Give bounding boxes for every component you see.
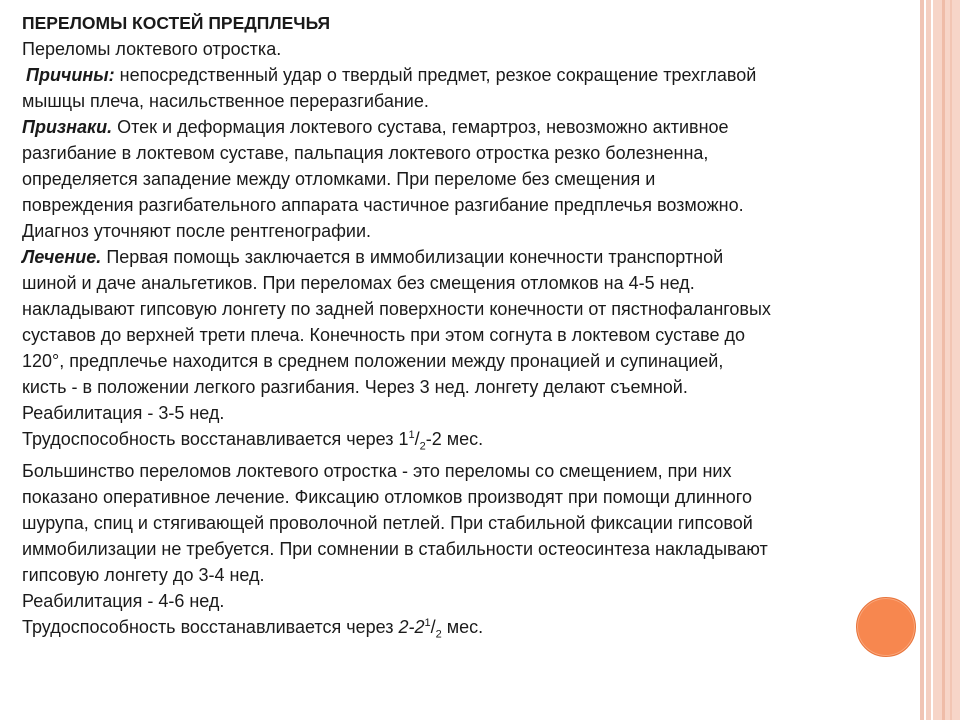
- treatment-section: [22, 244, 922, 452]
- signs-text: Отек и деформация локтевого сустава, гемартроз, невозможно активное: [112, 117, 729, 137]
- border-stripe: [942, 0, 945, 720]
- treatment-text: накладывают гипсовую лонгету по задней поверхности конечности от пястнофаланговых: [22, 299, 771, 319]
- causes-section: [22, 62, 922, 114]
- treatment-text: Первая помощь заключается в иммобилизации конечности транспортной: [101, 247, 724, 267]
- displaced-work-capacity: Трудоспособность восстанавливается через $2-2^1/_2$ мес.: [22, 617, 484, 641]
- signs-section: [22, 114, 922, 244]
- border-stripe: [926, 0, 931, 720]
- signs-label: Признаки.: [22, 117, 113, 137]
- displaced-text: Большинство переломов локтевого отростка - это переломы со смещением, при них: [22, 461, 732, 481]
- right-decorative-border: [920, 0, 960, 720]
- treatment-text: кисть - в положении легкого разгибания. Через 3 нед. лонгету делают съемной.: [22, 377, 688, 397]
- slide-title: ПЕРЕЛОМЫ КОСТЕЙ ПРЕДПЛЕЧЬЯ: [22, 13, 331, 33]
- treatment-text: 120°, предплечье находится в среднем положении между пронацией и супинацией,: [22, 351, 724, 371]
- orange-circle-decoration: [856, 597, 916, 657]
- signs-text: Диагноз уточняют после рентгенографии.: [22, 221, 372, 241]
- signs-text: разгибание в локтевом суставе, пальпация локтевого отростка резко болезненна,: [22, 143, 709, 163]
- signs-text: определяется западение между отломками. При переломе без смещения и: [22, 169, 656, 189]
- treatment-label: Лечение.: [22, 247, 102, 267]
- causes-text: непосредственный удар о твердый предмет, резкое сокращение трехглавой: [114, 65, 757, 85]
- treatment-text: суставов до верхней трети плеча. Конечность при этом согнута в локтевом суставе до: [22, 325, 746, 345]
- displaced-text: иммобилизации не требуется. При сомнении в стабильности остеосинтеза накладывают: [22, 539, 768, 559]
- displaced-rehab: Реабилитация - 4-6 нед.: [22, 591, 225, 611]
- signs-text: повреждения разгибательного аппарата частичное разгибание предплечья возможно.: [22, 195, 744, 215]
- treatment-text: шиной и даче анальгетиков. При переломах без смещения отломков на 4-5 нед.: [22, 273, 695, 293]
- treatment-rehab: Реабилитация - 3-5 нед.: [22, 403, 225, 423]
- displaced-text: шурупа, спиц и стягивающей проволочной петлей. При стабильной фиксации гипсовой: [22, 513, 753, 533]
- slide-body: [22, 10, 922, 640]
- displaced-section: [22, 458, 922, 640]
- causes-label: Причины:: [26, 65, 115, 85]
- displaced-text: показано оперативное лечение. Фиксацию отломков производят при помощи длинного: [22, 487, 752, 507]
- border-stripe: [933, 0, 960, 720]
- slide-subtitle: Переломы локтевого отростка.: [22, 39, 282, 59]
- treatment-work-capacity: Трудоспособность восстанавливается через $1^1/_2-2$ мес.: [22, 429, 484, 453]
- displaced-text: гипсовую лонгету до 3-4 нед.: [22, 565, 265, 585]
- causes-text: мышцы плеча, насильственное переразгибание.: [22, 91, 429, 111]
- border-stripe: [950, 0, 952, 720]
